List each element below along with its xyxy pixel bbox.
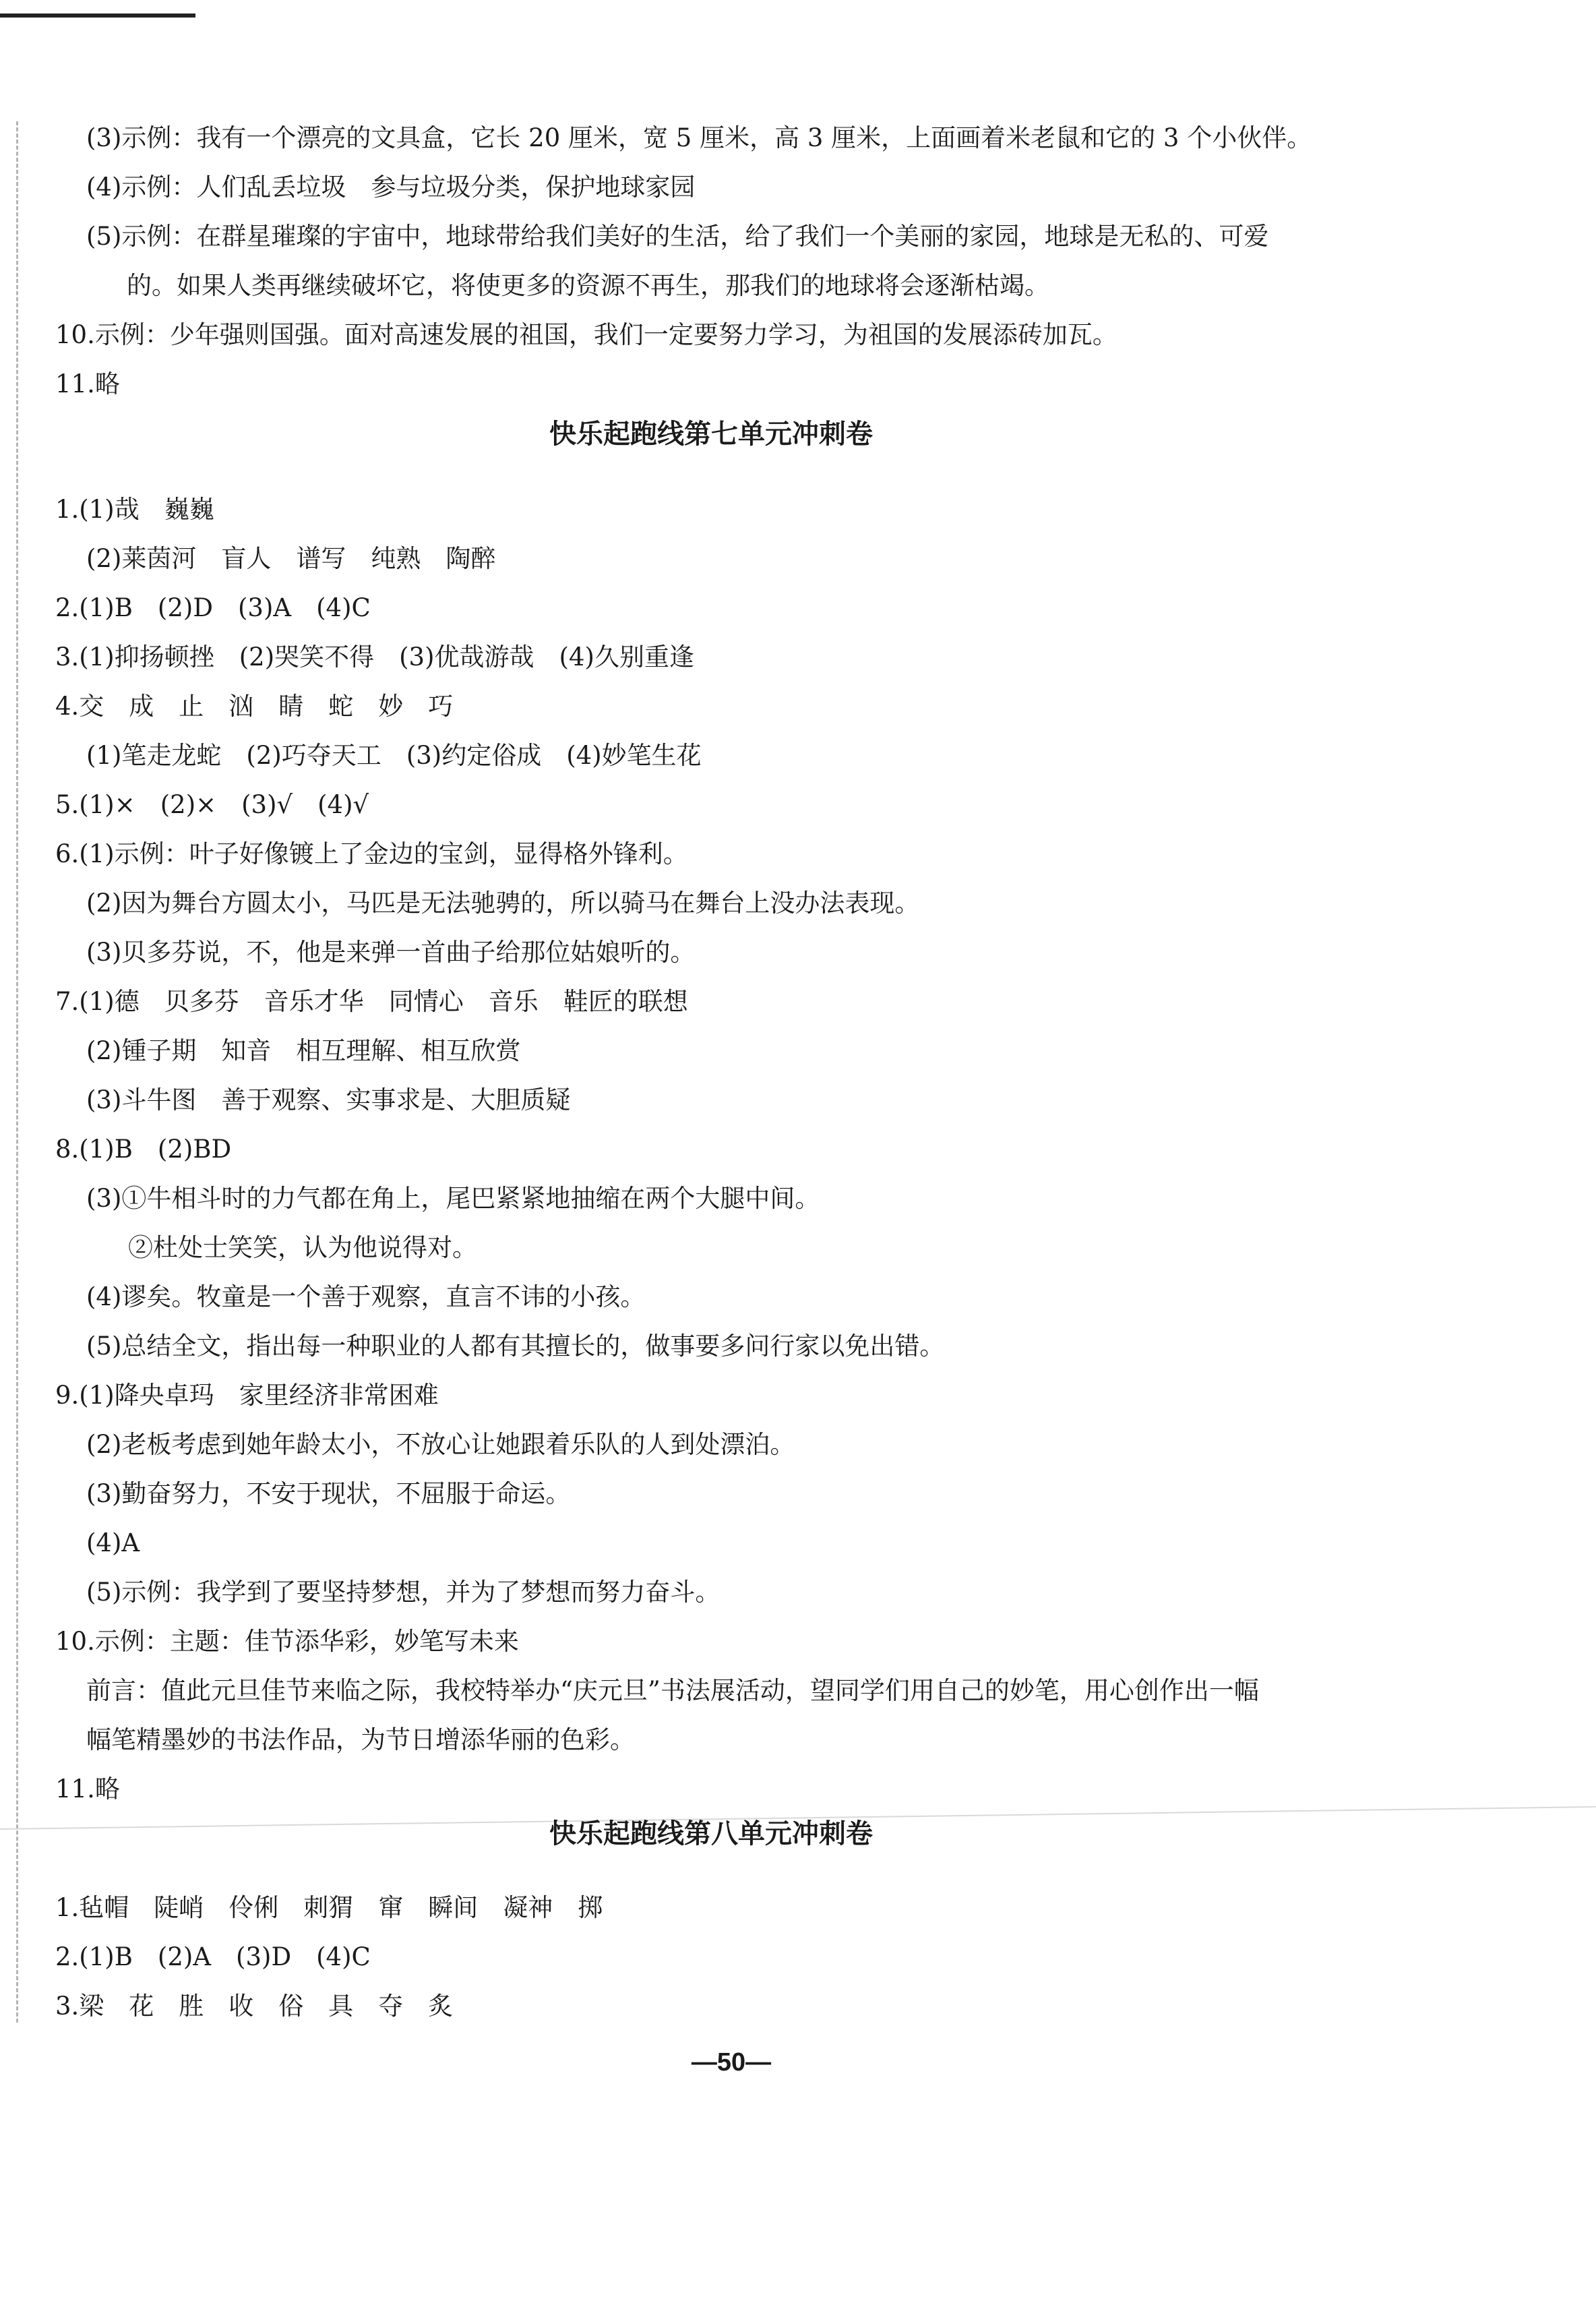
- answer-line: (3)斗牛图 善于观察、实事求是、大胆质疑: [86, 1085, 571, 1114]
- answer-line: (1)笔走龙蛇 (2)巧夺天工 (3)约定俗成 (4)妙笔生花: [86, 741, 702, 770]
- answer-line: ②杜处士笑笑，认为他说得对。: [128, 1233, 477, 1262]
- page-number: —50—: [691, 2048, 772, 2077]
- answer-line: 6.(1)示例：叶子好像镀上了金边的宝剑，显得格外锋利。: [55, 839, 688, 868]
- section-title-unit7: 快乐起跑线第七单元冲刺卷: [549, 419, 873, 450]
- answer-line: (3)勤奋努力，不安于现状，不屈服于命运。: [86, 1479, 571, 1508]
- answer-line: 3.梁 花 胜 收 俗 具 夺 炙: [55, 1992, 454, 2021]
- answer-line: (5)总结全文，指出每一种职业的人都有其擅长的，做事要多问行家以免出错。: [86, 1332, 945, 1361]
- answer-line: (4)A: [86, 1528, 140, 1557]
- answer-line: 11.略: [55, 1774, 120, 1803]
- section-title-unit8: 快乐起跑线第八单元冲刺卷: [549, 1818, 873, 1849]
- answer-line: (4)谬矣。牧童是一个善于观察，直言不讳的小孩。: [86, 1282, 646, 1311]
- answer-line: (2)锺子期 知音 相互理解、相互欣赏: [86, 1036, 521, 1065]
- answer-line: (2)因为舞台方圆太小，马匹是无法驰骋的，所以骑马在舞台上没办法表现。: [86, 889, 920, 918]
- answer-line: 1.毡帽 陡峭 伶俐 刺猬 窜 瞬间 凝神 掷: [55, 1893, 603, 1922]
- answer-line: 4.交 成 止 汹 睛 蛇 妙 巧: [55, 692, 454, 721]
- answer-line: (2)莱茵河 盲人 谱写 纯熟 陶醉: [86, 544, 496, 573]
- answer-line: 10.示例：主题：佳节添华彩，妙笔写未来: [55, 1627, 519, 1656]
- answer-line: (4)示例：人们乱丢垃圾 参与垃圾分类，保护地球家园: [86, 173, 696, 202]
- answer-line: (3)①牛相斗时的力气都在角上，尾巴紧紧地抽缩在两个大腿中间。: [86, 1184, 820, 1213]
- answer-line: (2)老板考虑到她年龄太小，不放心让她跟着乐队的人到处漂泊。: [86, 1430, 795, 1459]
- answer-line: 前言：值此元旦佳节来临之际，我校特举办“庆元旦”书法展活动，望同学们用自己的妙笔，用心创作出一幅: [86, 1676, 1259, 1705]
- answer-line: 2.(1)B (2)D (3)A (4)C: [55, 593, 371, 622]
- answer-line: 11.略: [55, 369, 120, 398]
- answer-line: 3.(1)抑扬顿挫 (2)哭笑不得 (3)优哉游哉 (4)久别重逢: [55, 643, 694, 671]
- answer-line: 2.(1)B (2)A (3)D (4)C: [55, 1942, 371, 1971]
- answer-line: 1.(1)哉 巍巍: [55, 495, 214, 524]
- answer-line: (5)示例：我学到了要坚持梦想，并为了梦想而努力奋斗。: [86, 1578, 720, 1607]
- answer-line: 7.(1)德 贝多芬 音乐才华 同情心 音乐 鞋匠的联想: [55, 987, 688, 1016]
- answer-line: 10.示例：少年强则国强。面对高速发展的祖国，我们一定要努力学习，为祖国的发展添砖加瓦。: [55, 320, 1117, 349]
- answer-line: 8.(1)B (2)BD: [55, 1135, 232, 1164]
- answer-line: 幅笔精墨妙的书法作品，为节日增添华丽的色彩。: [86, 1725, 635, 1754]
- top-rule: [0, 13, 195, 18]
- binding-margin-line: [16, 121, 18, 2023]
- answer-line: 9.(1)降央卓玛 家里经济非常困难: [55, 1381, 439, 1410]
- answer-line: (3)示例：我有一个漂亮的文具盒，它长 20 厘米，宽 5 厘米，高 3 厘米，上面画着米老鼠和它的 3 个小伙伴。: [86, 123, 1312, 152]
- answer-line: 的。如果人类再继续破坏它，将使更多的资源不再生，那我们的地球将会逐渐枯竭。: [127, 271, 1049, 300]
- answer-line: (5)示例：在群星璀璨的宇宙中，地球带给我们美好的生活，给了我们一个美丽的家园，地球是无私的、可爱: [86, 222, 1269, 251]
- answer-line: 5.(1)× (2)× (3)√ (4)√: [55, 790, 369, 819]
- answer-line: (3)贝多芬说，不，他是来弹一首曲子给那位姑娘听的。: [86, 938, 696, 967]
